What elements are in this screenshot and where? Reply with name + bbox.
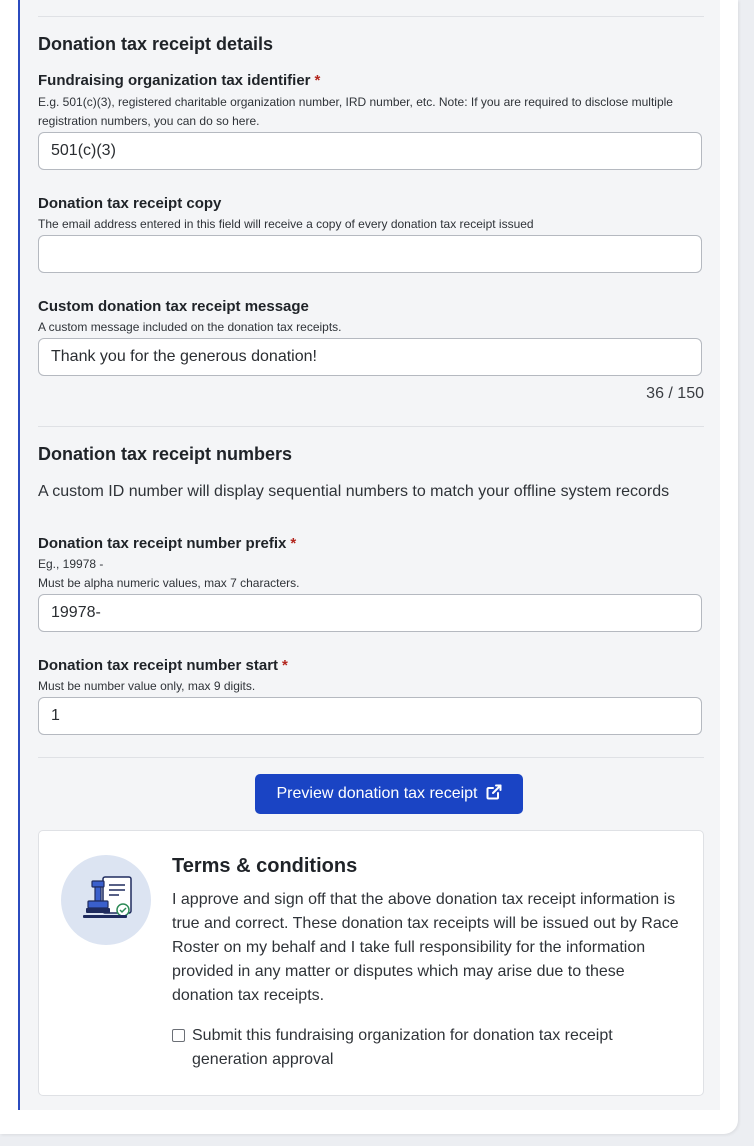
start-label xyxy=(38,657,288,674)
required-mark: * xyxy=(282,657,288,674)
start-input[interactable]: 1 xyxy=(38,697,702,735)
required-mark: * xyxy=(314,72,321,89)
receipt-copy-label: Donation tax receipt copy xyxy=(38,195,222,212)
prefix-help-example: Eg., 19978 - xyxy=(38,557,104,571)
start-help: Must be number value only, max 9 digits. xyxy=(38,679,256,693)
start-label-text: Donation tax receipt number start xyxy=(38,657,279,674)
stamp-document-icon xyxy=(61,855,151,945)
tax-id-input[interactable]: 501(c)(3) xyxy=(38,132,702,170)
prefix-input[interactable]: 19978- xyxy=(38,594,702,632)
preview-receipt-label: Preview donation tax receipt xyxy=(276,785,478,802)
prefix-help-rule: Must be alpha numeric values, max 7 characters. xyxy=(38,576,300,590)
preview-receipt-button[interactable] xyxy=(255,774,523,814)
numbers-description: A custom ID number will display sequential numbers to match your offline system records xyxy=(38,483,670,500)
required-mark: * xyxy=(290,535,297,552)
tax-id-help: E.g. 501(c)(3), registered charitable organization number, IRD number, etc. Note: If you are required to disclose multiple registration numbers, you can do so here. xyxy=(38,95,673,128)
tax-receipt-panel xyxy=(18,0,720,1110)
custom-message-label: Custom donation tax receipt message xyxy=(38,298,309,315)
numbers-section-title: Donation tax receipt numbers xyxy=(38,444,293,464)
terms-card xyxy=(38,830,704,1096)
tax-id-label-text: Fundraising organization tax identifier xyxy=(38,72,311,89)
terms-text: I approve and sign off that the above donation tax receipt information is true and correct. These donation tax receipts will be issued out by Race Roster on my behalf and I take full responsibility for the information provided in any matter or disputes which may arise due to these donation tax receipts. xyxy=(172,891,679,1004)
approval-checkbox[interactable] xyxy=(172,1029,185,1042)
custom-message-input[interactable]: Thank you for the generous donation! xyxy=(38,338,702,376)
terms-title: Terms & conditions xyxy=(172,855,358,877)
custom-message-help: A custom message included on the donation tax receipts. xyxy=(38,320,342,334)
divider xyxy=(38,426,704,427)
external-link-icon xyxy=(486,784,502,805)
prefix-label xyxy=(38,535,296,552)
tax-id-label xyxy=(38,72,320,89)
receipt-copy-help: The email address entered in this field will receive a copy of every donation tax receipt issued xyxy=(38,217,534,231)
divider xyxy=(38,16,704,17)
character-counter: 36 / 150 xyxy=(646,385,704,402)
details-section-title: Donation tax receipt details xyxy=(38,34,274,54)
approval-checkbox-label[interactable]: Submit this fundraising organization for donation tax receipt generation approval xyxy=(192,1027,613,1068)
divider xyxy=(38,757,704,758)
prefix-label-text: Donation tax receipt number prefix xyxy=(38,535,287,552)
receipt-copy-input[interactable] xyxy=(38,235,702,273)
